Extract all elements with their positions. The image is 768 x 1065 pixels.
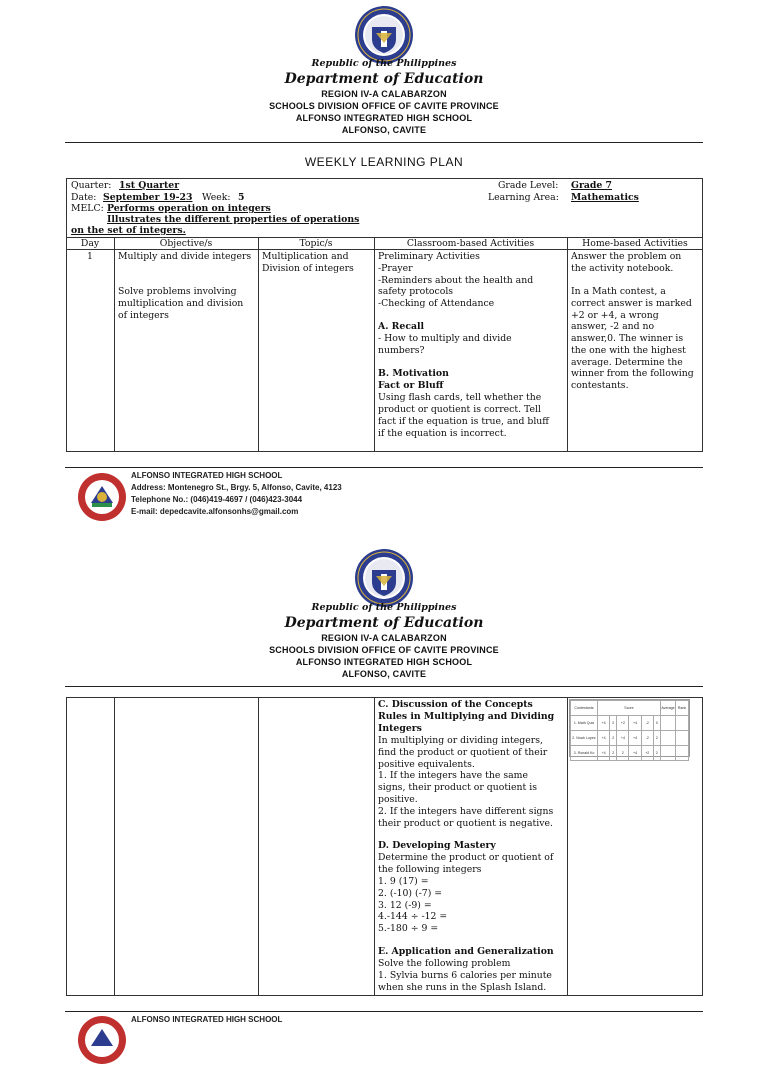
- mini-header: Average: [661, 701, 676, 716]
- footer-school: ALFONSO INTEGRATED HIGH SCHOOL: [131, 471, 283, 480]
- mini-cell: 2: [617, 746, 629, 761]
- mini-cell: [676, 731, 689, 746]
- objective-2: Solve problems involving multiplication and division of integers: [118, 286, 244, 321]
- classroom-line: Using flash cards, tell whether the: [378, 392, 542, 403]
- discussion-line: signs, their product or quotient is: [378, 782, 537, 793]
- mini-row: [571, 746, 689, 761]
- header-objectives: Objective/s: [159, 238, 213, 249]
- header-divider: [65, 686, 703, 687]
- motivation-heading: B. Motivation: [378, 368, 449, 379]
- footer-email: E-mail: depedcavite.alfonsonhs@gmail.com: [131, 507, 299, 516]
- rules-heading: Rules in Multiplying and Dividing: [378, 711, 555, 722]
- mini-header: Score: [598, 701, 661, 716]
- area-label: Learning Area:: [488, 192, 559, 203]
- col-divider-1: [114, 697, 115, 996]
- footer-telephone: Telephone No.: (046)419-4697 / (046)423-3044: [131, 495, 303, 504]
- mini-header: Rank: [676, 701, 689, 716]
- home-line: the one with the highest: [571, 345, 686, 356]
- classroom-line: -Reminders about the health and: [378, 275, 534, 286]
- region-text: REGION IV-A CALABARZON: [321, 633, 447, 643]
- discussion-heading: C. Discussion of the Concepts: [378, 699, 533, 710]
- mini-cell: 0: [653, 716, 660, 731]
- mini-cell: +2: [641, 746, 653, 761]
- classroom-line: fact if the equation is true, and bluff: [378, 416, 549, 427]
- col-divider-3: [374, 237, 375, 452]
- mini-cell: 2: [610, 746, 617, 761]
- mini-cell: [676, 746, 689, 761]
- school-logo-icon: [77, 472, 127, 522]
- division-text: SCHOOLS DIVISION OFFICE OF CAVITE PROVINCE: [269, 101, 499, 111]
- application-line: 1. Sylvia burns 6 calories per minute: [378, 970, 552, 981]
- mastery-item: 4.-144 ÷ -12 =: [378, 911, 448, 922]
- col-divider-4: [567, 237, 568, 452]
- classroom-line: safety protocols: [378, 286, 454, 297]
- home-line: contestants.: [571, 380, 629, 391]
- home-line: correct answer is marked: [571, 298, 692, 309]
- mini-cell: +4: [598, 746, 610, 761]
- application-line: Solve the following problem: [378, 958, 511, 969]
- home-line: the activity notebook.: [571, 263, 674, 274]
- week-value: 5: [238, 192, 245, 203]
- location-text: ALFONSO, CAVITE: [341, 669, 427, 679]
- mastery-item: 5.-180 ÷ 9 =: [378, 923, 439, 934]
- mini-cell: +4: [598, 731, 610, 746]
- grade-value: Grade 7: [571, 180, 612, 191]
- footer-divider: [65, 467, 703, 468]
- quarter-label: Quarter:: [71, 180, 112, 191]
- week-label: Week:: [202, 192, 231, 203]
- classroom-line: if the equation is incorrect.: [378, 428, 507, 439]
- mini-cell: 3. Ronald Ko: [571, 746, 598, 761]
- col-divider-4: [567, 697, 568, 996]
- mini-cell: [661, 731, 676, 746]
- home-line: average. Determine the: [571, 357, 683, 368]
- home-line: +2 or +4, a wrong: [571, 310, 659, 321]
- classroom-line: numbers?: [378, 345, 425, 356]
- home-line: answer,0. The winner is: [571, 333, 684, 344]
- application-heading: E. Application and Generalization: [378, 946, 554, 957]
- republic-text: Republic of the Philippines: [311, 602, 457, 613]
- mini-cell: +4: [629, 716, 641, 731]
- discussion-line: positive equivalents.: [378, 759, 475, 770]
- mini-cell: 1. Math Quiz: [571, 716, 598, 731]
- discussion-line: In multiplying or dividing integers,: [378, 735, 543, 746]
- mini-cell: +4: [629, 731, 641, 746]
- mini-cell: 2: [610, 731, 617, 746]
- area-value: Mathematics: [571, 192, 639, 203]
- classroom-line: - How to multiply and divide: [378, 333, 512, 344]
- application-line: when she runs in the Splash Island.: [378, 982, 547, 993]
- mini-cell: 2: [610, 716, 617, 731]
- mini-cell: +4: [617, 731, 629, 746]
- deped-seal-icon: [354, 5, 414, 65]
- footer-divider: [65, 1011, 703, 1012]
- mini-cell: [661, 716, 676, 731]
- mastery-item: 1. 9 (17) =: [378, 876, 429, 887]
- mastery-line: the following integers: [378, 864, 482, 875]
- mini-cell: 2. Noah Lopez: [571, 731, 598, 746]
- deped-seal-icon: [354, 548, 414, 608]
- col-divider-2: [258, 697, 259, 996]
- division-text: SCHOOLS DIVISION OFFICE OF CAVITE PROVINCE: [269, 645, 499, 655]
- classroom-line: -Checking of Attendance: [378, 298, 495, 309]
- quarter-value: 1st Quarter: [119, 180, 180, 191]
- footer-address: Address: Montenegro St., Brgy. 5, Alfonso, Cavite, 4123: [131, 483, 342, 492]
- footer-school: ALFONSO INTEGRATED HIGH SCHOOL: [131, 1015, 283, 1024]
- mini-header: Contestants: [571, 701, 598, 716]
- mini-cell: -2: [641, 731, 653, 746]
- header-topics: Topic/s: [299, 238, 333, 249]
- school-text: ALFONSO INTEGRATED HIGH SCHOOL: [295, 113, 473, 123]
- date-value: September 19-23: [103, 192, 193, 203]
- plan-title: WEEKLY LEARNING PLAN: [304, 155, 464, 169]
- header-classroom: Classroom-based Activities: [406, 238, 535, 249]
- rules-heading-2: Integers: [378, 723, 422, 734]
- melc-label: MELC:: [71, 203, 104, 214]
- home-line: In a Math contest, a: [571, 286, 666, 297]
- home-line: Answer the problem on: [571, 251, 682, 262]
- mini-cell: +4: [629, 746, 641, 761]
- mini-cell: 2: [653, 746, 660, 761]
- col-divider-2: [258, 237, 259, 452]
- header-divider: [65, 142, 703, 143]
- melc-line-2: Illustrates the different properties of operations: [107, 214, 360, 225]
- discussion-line: positive.: [378, 794, 418, 805]
- objective-1: Multiply and divide integers: [118, 251, 252, 262]
- col-divider-3: [374, 697, 375, 996]
- date-label: Date:: [71, 192, 97, 203]
- contestants-table: [569, 699, 690, 757]
- republic-text: Republic of the Philippines: [311, 58, 457, 69]
- mini-row: [571, 731, 689, 746]
- classroom-line: -Prayer: [378, 263, 413, 274]
- topic-cell: Multiplication and Division of integers: [262, 251, 354, 274]
- discussion-line: 1. If the integers have the same: [378, 770, 528, 781]
- mini-cell: -2: [641, 716, 653, 731]
- discussion-line: 2. If the integers have different signs: [378, 806, 554, 817]
- header-day: Day: [80, 238, 100, 249]
- school-text: ALFONSO INTEGRATED HIGH SCHOOL: [295, 657, 473, 667]
- classroom-line: product or quotient is correct. Tell: [378, 404, 541, 415]
- mastery-item: 2. (-10) (-7) =: [378, 888, 443, 899]
- discussion-line: their product or quotient is negative.: [378, 818, 553, 829]
- discussion-line: find the product or quotient of their: [378, 747, 548, 758]
- department-name: Department of Education: [284, 71, 484, 87]
- day-cell: 1: [87, 251, 93, 262]
- mastery-heading: D. Developing Mastery: [378, 840, 496, 851]
- school-logo-icon: [77, 1015, 127, 1065]
- mini-cell: 2: [653, 731, 660, 746]
- home-line: winner from the following: [571, 368, 694, 379]
- mastery-line: Determine the product or quotient of: [378, 852, 554, 863]
- melc-line-3: on the set of integers.: [71, 225, 186, 236]
- department-name: Department of Education: [284, 615, 484, 631]
- col-divider-1: [114, 237, 115, 452]
- classroom-line: Preliminary Activities: [378, 251, 480, 262]
- mini-cell: [676, 716, 689, 731]
- home-line: answer, -2 and no: [571, 321, 655, 332]
- mini-cell: +2: [617, 716, 629, 731]
- mastery-item: 3. 12 (-9) =: [378, 900, 432, 911]
- melc-line-1: Performs operation on integers: [107, 203, 271, 214]
- mini-cell: [661, 746, 676, 761]
- location-text: ALFONSO, CAVITE: [341, 125, 427, 135]
- grade-label: Grade Level:: [498, 180, 559, 191]
- recall-heading: A. Recall: [378, 321, 425, 332]
- region-text: REGION IV-A CALABARZON: [321, 89, 447, 99]
- header-home: Home-based Activities: [582, 238, 688, 249]
- mini-cell: +4: [598, 716, 610, 731]
- fact-or-bluff-heading: Fact or Bluff: [378, 380, 444, 391]
- mini-row: [571, 716, 689, 731]
